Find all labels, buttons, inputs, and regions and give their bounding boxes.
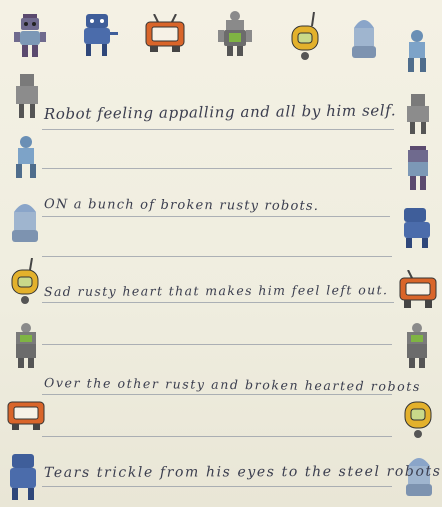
poem-line-3: Sad rusty heart that makes him feel left out. xyxy=(43,282,389,299)
green-robot-icon xyxy=(402,322,432,370)
ruled-line xyxy=(42,394,392,395)
ruled-line xyxy=(42,486,392,487)
left-robot-border xyxy=(0,0,48,507)
hat-robot-icon xyxy=(402,146,434,192)
ruled-line xyxy=(42,129,394,130)
top-robot-border xyxy=(0,0,442,70)
dog-robot-icon xyxy=(400,206,436,250)
ruled-line xyxy=(42,344,392,345)
tv-robot-icon xyxy=(142,14,188,54)
dome-robot-icon xyxy=(348,12,380,62)
ruled-line xyxy=(42,168,392,169)
right-robot-border xyxy=(394,0,442,507)
green-robot-icon xyxy=(10,322,42,370)
poem-line-5: Tears trickle from his eyes to the steel robots xyxy=(43,463,442,481)
ruled-line xyxy=(42,256,392,257)
monocycle-robot-icon xyxy=(402,396,434,440)
ruled-line xyxy=(42,302,394,303)
dome-robot-icon xyxy=(8,196,42,246)
tv-robot-icon xyxy=(398,270,438,310)
dog-robot-icon xyxy=(8,452,42,502)
poem-line-1: Robot feeling appalling and all by him self. xyxy=(43,101,397,123)
blue-robot-icon xyxy=(10,134,42,180)
ruled-line xyxy=(42,216,390,217)
dog-robot-icon xyxy=(80,12,120,58)
box-robot-icon xyxy=(12,72,42,120)
poem-line-2: ON a bunch of broken rusty robots. xyxy=(44,197,320,214)
tv-robot-icon xyxy=(6,396,46,432)
blue-robot-icon xyxy=(402,28,432,74)
poem-line-4: Over the other rusty and broken hearted robots xyxy=(44,375,421,394)
box-robot-icon xyxy=(404,92,432,136)
ruled-line xyxy=(42,436,392,437)
monocycle-robot-icon xyxy=(288,12,324,60)
monocycle-robot-icon xyxy=(8,258,42,306)
green-robot-icon xyxy=(218,10,252,58)
